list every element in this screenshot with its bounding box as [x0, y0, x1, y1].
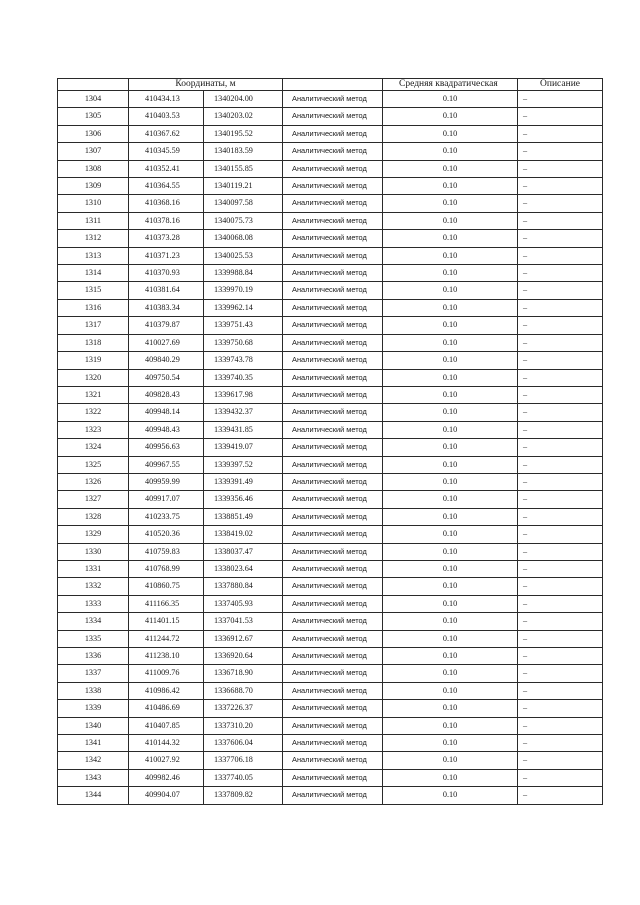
cell-point-number: 1338 [58, 682, 129, 699]
cell-point-number: 1319 [58, 352, 129, 369]
cell-method: Аналитический метод [283, 578, 383, 595]
cell-method: Аналитический метод [283, 230, 383, 247]
cell-point-number: 1309 [58, 178, 129, 195]
table-row [58, 265, 603, 282]
cell-mse: 0.10 [383, 125, 518, 142]
cell-mse: 0.10 [383, 230, 518, 247]
cell-description: – [518, 125, 603, 142]
cell-mse: 0.10 [383, 108, 518, 125]
cell-point-number: 1340 [58, 717, 129, 734]
table-row [58, 578, 603, 595]
cell-mse: 0.10 [383, 282, 518, 299]
cell-point-number: 1337 [58, 665, 129, 682]
cell-method: Аналитический метод [283, 404, 383, 421]
table-body [58, 91, 603, 805]
cell-x-coordinate: 410027.69 [129, 334, 204, 351]
cell-x-coordinate: 410368.16 [129, 195, 204, 212]
cell-y-coordinate: 1338419.02 [204, 526, 283, 543]
cell-method: Аналитический метод [283, 247, 383, 264]
cell-mse: 0.10 [383, 630, 518, 647]
table-row [58, 787, 603, 804]
cell-y-coordinate: 1339743.78 [204, 352, 283, 369]
cell-x-coordinate: 409948.14 [129, 404, 204, 421]
table-row [58, 125, 603, 142]
table-row [58, 717, 603, 734]
cell-y-coordinate: 1340155.85 [204, 160, 283, 177]
cell-y-coordinate: 1337706.18 [204, 752, 283, 769]
cell-point-number: 1342 [58, 752, 129, 769]
cell-mse: 0.10 [383, 143, 518, 160]
cell-x-coordinate: 410986.42 [129, 682, 204, 699]
cell-y-coordinate: 1339740.35 [204, 369, 283, 386]
cell-y-coordinate: 1339750.68 [204, 334, 283, 351]
cell-description: – [518, 648, 603, 665]
cell-description: – [518, 334, 603, 351]
cell-description: – [518, 456, 603, 473]
cell-description: – [518, 595, 603, 612]
cell-description: – [518, 265, 603, 282]
cell-description: – [518, 735, 603, 752]
table-row [58, 682, 603, 699]
cell-y-coordinate: 1336912.67 [204, 630, 283, 647]
table-row [58, 735, 603, 752]
cell-mse: 0.10 [383, 334, 518, 351]
cell-y-coordinate: 1337041.53 [204, 613, 283, 630]
cell-x-coordinate: 410373.28 [129, 230, 204, 247]
cell-y-coordinate: 1337310.20 [204, 717, 283, 734]
cell-mse: 0.10 [383, 352, 518, 369]
cell-y-coordinate: 1340068.08 [204, 230, 283, 247]
table-row [58, 178, 603, 195]
cell-x-coordinate: 409840.29 [129, 352, 204, 369]
header-mse: Средняя квадратическая [383, 79, 518, 91]
cell-y-coordinate: 1340204.00 [204, 91, 283, 108]
cell-mse: 0.10 [383, 386, 518, 403]
cell-mse: 0.10 [383, 665, 518, 682]
cell-point-number: 1336 [58, 648, 129, 665]
cell-method: Аналитический метод [283, 560, 383, 577]
cell-point-number: 1310 [58, 195, 129, 212]
cell-description: – [518, 613, 603, 630]
table-row [58, 526, 603, 543]
cell-y-coordinate: 1339419.07 [204, 439, 283, 456]
cell-mse: 0.10 [383, 160, 518, 177]
cell-x-coordinate: 411166.35 [129, 595, 204, 612]
cell-point-number: 1327 [58, 491, 129, 508]
cell-point-number: 1308 [58, 160, 129, 177]
cell-method: Аналитический метод [283, 334, 383, 351]
cell-method: Аналитический метод [283, 595, 383, 612]
cell-description: – [518, 352, 603, 369]
cell-y-coordinate: 1337740.05 [204, 769, 283, 786]
cell-mse: 0.10 [383, 752, 518, 769]
cell-y-coordinate: 1340119.21 [204, 178, 283, 195]
cell-mse: 0.10 [383, 560, 518, 577]
table-row [58, 491, 603, 508]
cell-y-coordinate: 1337606.04 [204, 735, 283, 752]
cell-x-coordinate: 409750.54 [129, 369, 204, 386]
cell-description: – [518, 212, 603, 229]
cell-description: – [518, 787, 603, 804]
cell-method: Аналитический метод [283, 473, 383, 490]
cell-y-coordinate: 1337809.82 [204, 787, 283, 804]
cell-point-number: 1321 [58, 386, 129, 403]
cell-y-coordinate: 1337226.37 [204, 700, 283, 717]
cell-method: Аналитический метод [283, 91, 383, 108]
cell-description: – [518, 665, 603, 682]
cell-x-coordinate: 410371.23 [129, 247, 204, 264]
cell-x-coordinate: 410768.99 [129, 560, 204, 577]
cell-method: Аналитический метод [283, 212, 383, 229]
cell-x-coordinate: 410379.87 [129, 317, 204, 334]
cell-method: Аналитический метод [283, 178, 383, 195]
cell-description: – [518, 717, 603, 734]
cell-y-coordinate: 1339970.19 [204, 282, 283, 299]
table-row [58, 91, 603, 108]
cell-description: – [518, 317, 603, 334]
cell-x-coordinate: 410860.75 [129, 578, 204, 595]
cell-point-number: 1331 [58, 560, 129, 577]
cell-mse: 0.10 [383, 648, 518, 665]
cell-mse: 0.10 [383, 404, 518, 421]
cell-method: Аналитический метод [283, 630, 383, 647]
cell-y-coordinate: 1337405.93 [204, 595, 283, 612]
table-row [58, 334, 603, 351]
cell-x-coordinate: 410233.75 [129, 508, 204, 525]
cell-mse: 0.10 [383, 439, 518, 456]
cell-mse: 0.10 [383, 265, 518, 282]
cell-x-coordinate: 409917.07 [129, 491, 204, 508]
cell-mse: 0.10 [383, 317, 518, 334]
cell-y-coordinate: 1339431.85 [204, 421, 283, 438]
cell-y-coordinate: 1340025.53 [204, 247, 283, 264]
cell-y-coordinate: 1340195.52 [204, 125, 283, 142]
cell-point-number: 1307 [58, 143, 129, 160]
cell-method: Аналитический метод [283, 648, 383, 665]
cell-method: Аналитический метод [283, 787, 383, 804]
cell-description: – [518, 195, 603, 212]
cell-x-coordinate: 410345.59 [129, 143, 204, 160]
cell-y-coordinate: 1339391.49 [204, 473, 283, 490]
cell-method: Аналитический метод [283, 125, 383, 142]
cell-point-number: 1313 [58, 247, 129, 264]
coordinates-table [57, 78, 603, 805]
cell-method: Аналитический метод [283, 317, 383, 334]
cell-y-coordinate: 1339356.46 [204, 491, 283, 508]
cell-description: – [518, 178, 603, 195]
cell-method: Аналитический метод [283, 735, 383, 752]
cell-point-number: 1318 [58, 334, 129, 351]
table-row [58, 752, 603, 769]
cell-x-coordinate: 410364.55 [129, 178, 204, 195]
cell-point-number: 1326 [58, 473, 129, 490]
cell-point-number: 1344 [58, 787, 129, 804]
cell-y-coordinate: 1340075.73 [204, 212, 283, 229]
cell-description: – [518, 91, 603, 108]
cell-x-coordinate: 410759.83 [129, 543, 204, 560]
table-header-row [58, 79, 603, 91]
header-description: Описание [518, 79, 603, 91]
table-row [58, 508, 603, 525]
table-row [58, 299, 603, 316]
cell-mse: 0.10 [383, 682, 518, 699]
table-row [58, 212, 603, 229]
table-row [58, 230, 603, 247]
table-row [58, 648, 603, 665]
cell-description: – [518, 769, 603, 786]
cell-y-coordinate: 1339751.43 [204, 317, 283, 334]
cell-x-coordinate: 410434.13 [129, 91, 204, 108]
cell-method: Аналитический метод [283, 421, 383, 438]
cell-description: – [518, 299, 603, 316]
cell-x-coordinate: 410144.32 [129, 735, 204, 752]
cell-x-coordinate: 410486.69 [129, 700, 204, 717]
cell-mse: 0.10 [383, 526, 518, 543]
table-row [58, 769, 603, 786]
cell-y-coordinate: 1336718.90 [204, 665, 283, 682]
cell-x-coordinate: 409828.43 [129, 386, 204, 403]
cell-mse: 0.10 [383, 369, 518, 386]
cell-point-number: 1343 [58, 769, 129, 786]
cell-point-number: 1306 [58, 125, 129, 142]
cell-method: Аналитический метод [283, 195, 383, 212]
cell-mse: 0.10 [383, 91, 518, 108]
cell-point-number: 1341 [58, 735, 129, 752]
cell-y-coordinate: 1339617.98 [204, 386, 283, 403]
cell-point-number: 1322 [58, 404, 129, 421]
cell-description: – [518, 108, 603, 125]
cell-point-number: 1320 [58, 369, 129, 386]
cell-point-number: 1315 [58, 282, 129, 299]
cell-mse: 0.10 [383, 299, 518, 316]
cell-mse: 0.10 [383, 595, 518, 612]
cell-description: – [518, 578, 603, 595]
table-row [58, 317, 603, 334]
cell-point-number: 1329 [58, 526, 129, 543]
cell-description: – [518, 230, 603, 247]
table-row [58, 700, 603, 717]
table-row [58, 404, 603, 421]
table-row [58, 630, 603, 647]
cell-description: – [518, 386, 603, 403]
cell-mse: 0.10 [383, 578, 518, 595]
cell-description: – [518, 560, 603, 577]
cell-y-coordinate: 1340097.58 [204, 195, 283, 212]
table-row [58, 456, 603, 473]
cell-method: Аналитический метод [283, 439, 383, 456]
cell-x-coordinate: 410378.16 [129, 212, 204, 229]
table-row [58, 560, 603, 577]
cell-description: – [518, 247, 603, 264]
cell-point-number: 1312 [58, 230, 129, 247]
cell-point-number: 1325 [58, 456, 129, 473]
cell-mse: 0.10 [383, 491, 518, 508]
table-row [58, 665, 603, 682]
cell-point-number: 1324 [58, 439, 129, 456]
cell-mse: 0.10 [383, 700, 518, 717]
cell-description: – [518, 404, 603, 421]
cell-point-number: 1333 [58, 595, 129, 612]
cell-mse: 0.10 [383, 717, 518, 734]
cell-mse: 0.10 [383, 421, 518, 438]
cell-mse: 0.10 [383, 543, 518, 560]
cell-method: Аналитический метод [283, 543, 383, 560]
cell-y-coordinate: 1339397.52 [204, 456, 283, 473]
table-row [58, 352, 603, 369]
cell-x-coordinate: 409959.99 [129, 473, 204, 490]
cell-method: Аналитический метод [283, 352, 383, 369]
cell-y-coordinate: 1338851.49 [204, 508, 283, 525]
cell-method: Аналитический метод [283, 282, 383, 299]
cell-description: – [518, 752, 603, 769]
cell-method: Аналитический метод [283, 143, 383, 160]
cell-method: Аналитический метод [283, 717, 383, 734]
table-row [58, 108, 603, 125]
cell-point-number: 1317 [58, 317, 129, 334]
cell-method: Аналитический метод [283, 665, 383, 682]
cell-x-coordinate: 410403.53 [129, 108, 204, 125]
cell-y-coordinate: 1338023.64 [204, 560, 283, 577]
cell-point-number: 1311 [58, 212, 129, 229]
cell-description: – [518, 682, 603, 699]
table-row [58, 595, 603, 612]
cell-point-number: 1323 [58, 421, 129, 438]
cell-x-coordinate: 410381.64 [129, 282, 204, 299]
cell-mse: 0.10 [383, 769, 518, 786]
cell-mse: 0.10 [383, 212, 518, 229]
table-row [58, 543, 603, 560]
cell-x-coordinate: 411401.15 [129, 613, 204, 630]
table-row [58, 195, 603, 212]
cell-method: Аналитический метод [283, 265, 383, 282]
cell-y-coordinate: 1338037.47 [204, 543, 283, 560]
cell-description: – [518, 543, 603, 560]
cell-method: Аналитический метод [283, 108, 383, 125]
cell-x-coordinate: 409982.46 [129, 769, 204, 786]
cell-mse: 0.10 [383, 456, 518, 473]
cell-description: – [518, 282, 603, 299]
cell-x-coordinate: 410027.92 [129, 752, 204, 769]
table-row [58, 386, 603, 403]
cell-mse: 0.10 [383, 735, 518, 752]
cell-method: Аналитический метод [283, 508, 383, 525]
cell-method: Аналитический метод [283, 456, 383, 473]
cell-point-number: 1330 [58, 543, 129, 560]
cell-y-coordinate: 1340203.02 [204, 108, 283, 125]
table-row [58, 247, 603, 264]
cell-description: – [518, 421, 603, 438]
cell-method: Аналитический метод [283, 700, 383, 717]
table-row [58, 473, 603, 490]
table-row [58, 421, 603, 438]
cell-x-coordinate: 411238.10 [129, 648, 204, 665]
cell-y-coordinate: 1336688.70 [204, 682, 283, 699]
cell-point-number: 1334 [58, 613, 129, 630]
cell-mse: 0.10 [383, 247, 518, 264]
table-row [58, 613, 603, 630]
cell-x-coordinate: 410520.36 [129, 526, 204, 543]
header-method [283, 79, 383, 91]
cell-method: Аналитический метод [283, 491, 383, 508]
cell-y-coordinate: 1339988.84 [204, 265, 283, 282]
cell-method: Аналитический метод [283, 682, 383, 699]
cell-mse: 0.10 [383, 195, 518, 212]
cell-x-coordinate: 410407.85 [129, 717, 204, 734]
cell-description: – [518, 160, 603, 177]
cell-x-coordinate: 410370.93 [129, 265, 204, 282]
cell-description: – [518, 439, 603, 456]
cell-description: – [518, 700, 603, 717]
cell-point-number: 1304 [58, 91, 129, 108]
cell-x-coordinate: 410383.34 [129, 299, 204, 316]
cell-description: – [518, 369, 603, 386]
cell-method: Аналитический метод [283, 386, 383, 403]
cell-point-number: 1305 [58, 108, 129, 125]
cell-y-coordinate: 1339432.37 [204, 404, 283, 421]
cell-x-coordinate: 409904.07 [129, 787, 204, 804]
cell-x-coordinate: 410367.62 [129, 125, 204, 142]
cell-point-number: 1314 [58, 265, 129, 282]
cell-mse: 0.10 [383, 787, 518, 804]
cell-method: Аналитический метод [283, 769, 383, 786]
cell-mse: 0.10 [383, 473, 518, 490]
cell-description: – [518, 143, 603, 160]
header-coordinates: Координаты, м [129, 79, 283, 91]
cell-mse: 0.10 [383, 613, 518, 630]
cell-method: Аналитический метод [283, 369, 383, 386]
cell-description: – [518, 473, 603, 490]
cell-description: – [518, 630, 603, 647]
cell-method: Аналитический метод [283, 613, 383, 630]
cell-method: Аналитический метод [283, 299, 383, 316]
cell-point-number: 1335 [58, 630, 129, 647]
cell-description: – [518, 491, 603, 508]
cell-description: – [518, 508, 603, 525]
cell-x-coordinate: 411009.76 [129, 665, 204, 682]
cell-mse: 0.10 [383, 178, 518, 195]
cell-y-coordinate: 1340183.59 [204, 143, 283, 160]
table-row [58, 369, 603, 386]
cell-y-coordinate: 1337880.84 [204, 578, 283, 595]
cell-method: Аналитический метод [283, 160, 383, 177]
table-row [58, 143, 603, 160]
cell-description: – [518, 526, 603, 543]
cell-x-coordinate: 409967.55 [129, 456, 204, 473]
cell-x-coordinate: 410352.41 [129, 160, 204, 177]
cell-method: Аналитический метод [283, 526, 383, 543]
cell-x-coordinate: 409948.43 [129, 421, 204, 438]
cell-y-coordinate: 1339962.14 [204, 299, 283, 316]
cell-x-coordinate: 411244.72 [129, 630, 204, 647]
table-row [58, 282, 603, 299]
cell-mse: 0.10 [383, 508, 518, 525]
cell-method: Аналитический метод [283, 752, 383, 769]
table-row [58, 160, 603, 177]
cell-point-number: 1339 [58, 700, 129, 717]
cell-point-number: 1316 [58, 299, 129, 316]
cell-y-coordinate: 1336920.64 [204, 648, 283, 665]
cell-x-coordinate: 409956.63 [129, 439, 204, 456]
cell-point-number: 1328 [58, 508, 129, 525]
table-row [58, 439, 603, 456]
header-number [58, 79, 129, 91]
cell-point-number: 1332 [58, 578, 129, 595]
